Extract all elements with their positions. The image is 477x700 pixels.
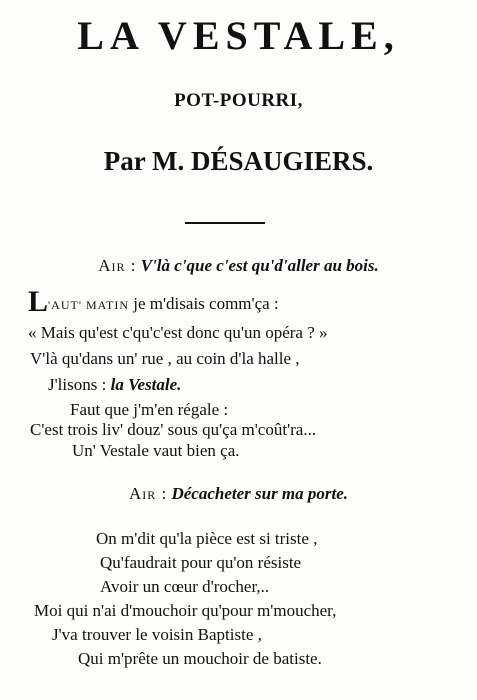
verse-line: Avoir un cœur d'rocher,..	[100, 577, 270, 596]
verse-text: je m'disais comm'ça :	[129, 294, 279, 313]
verse-line: C'est trois liv' douz' sous qu'ça m'coût'ra...	[30, 420, 317, 439]
divider-rule	[185, 222, 265, 224]
verse-line	[28, 287, 279, 317]
subtitle: POT-POURRI,	[174, 90, 303, 111]
drop-cap: L	[28, 285, 49, 318]
verse-line: Qui m'prête un mouchoir de batiste.	[78, 649, 322, 668]
verse-line: Qu'faudrait pour qu'on résiste	[100, 553, 302, 572]
verse-italic-text: la Vestale.	[110, 375, 182, 394]
air-heading-1	[0, 256, 477, 276]
verse-line: J'va trouver le voisin Baptiste ,	[52, 625, 262, 644]
verse-line: V'là qu'dans un' rue , au coin d'la halle ,	[30, 349, 300, 368]
small-caps-text: 'AUT' MATIN	[48, 298, 129, 312]
verse-line: Moi qui n'ai d'mouchoir qu'pour m'moucher,	[34, 601, 337, 620]
verse-line: Un' Vestale vaut bien ça.	[72, 441, 240, 460]
air-label: Air :	[98, 256, 137, 275]
verse-line: « Mais qu'est c'qu'c'est donc qu'un opéra ? »	[28, 323, 328, 342]
verse-text: J'lisons :	[48, 375, 111, 394]
verse-line: Faut que j'm'en régale :	[70, 400, 229, 419]
page-title: LA VESTALE,	[77, 13, 400, 58]
air-heading-2	[0, 484, 477, 504]
verse-line	[48, 375, 181, 395]
air-tune: Décacheter sur ma porte.	[171, 484, 349, 503]
air-tune: V'là c'que c'est qu'd'aller au bois.	[140, 256, 379, 275]
author-line: Par M. DÉSAUGIERS.	[103, 146, 374, 176]
verse-line: On m'dit qu'la pièce est si triste ,	[96, 529, 318, 548]
air-label: Air :	[128, 484, 168, 503]
